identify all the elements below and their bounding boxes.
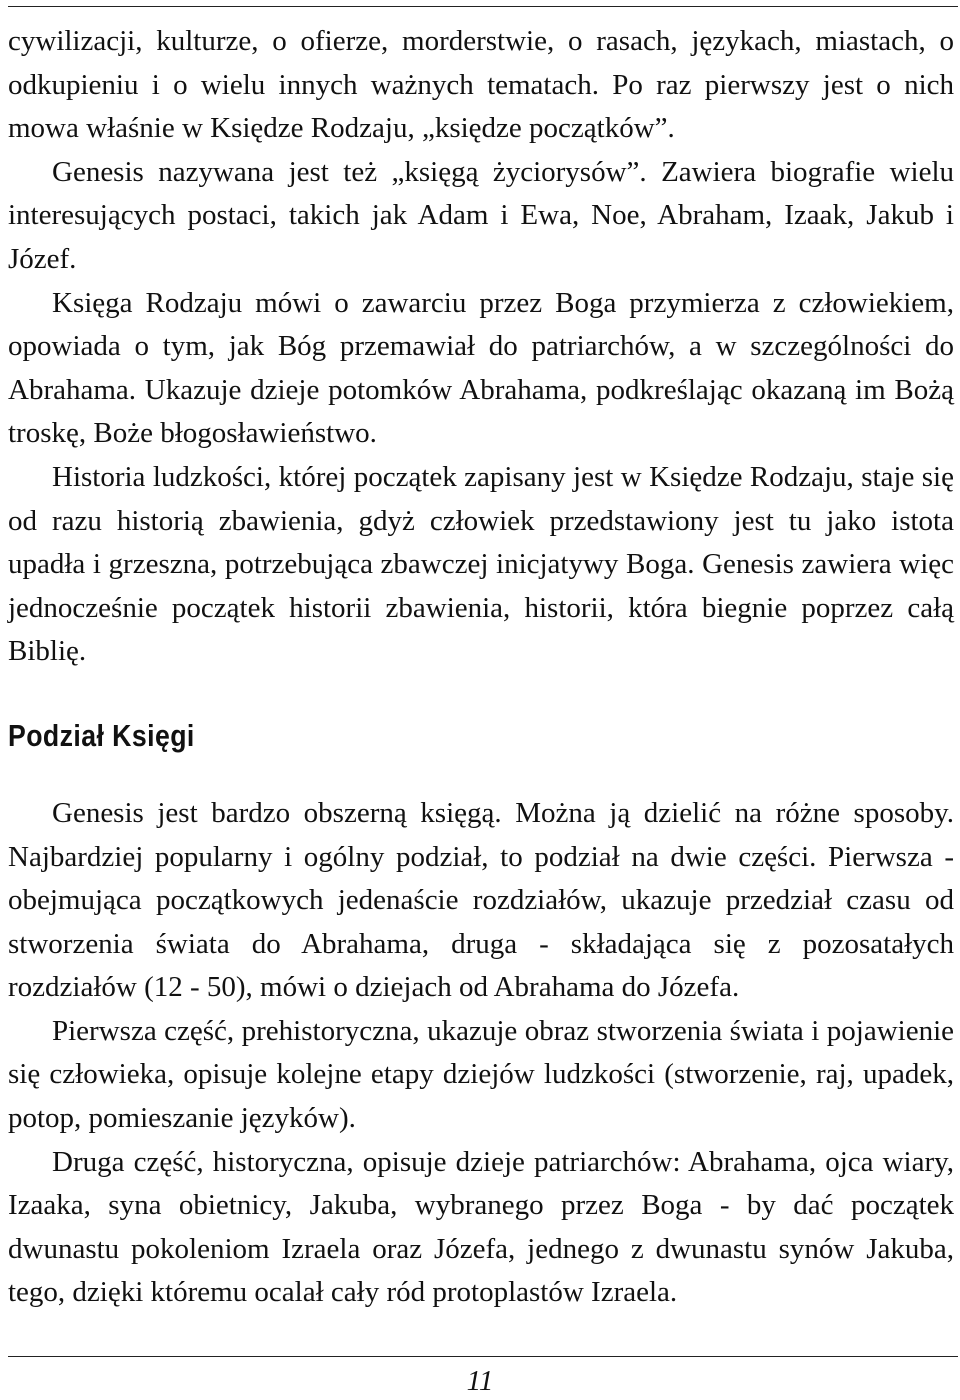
section-heading: Podział Księgi	[8, 717, 195, 753]
paragraph-second-part: Druga część, historyczna, opisuje dzieje patriarchów: Abrahama, ojca wiary, Izaaka, syna obietnicy, Jakuba, wybranego przez Boga - by dać początek dwunastu pokoleniom Izraela oraz Józefa, jednego z dwunastu synów Jakuba, tego, dzięki któremu ocalał cały ród protoplastów Izraela.	[8, 1145, 954, 1309]
top-rule	[8, 6, 958, 7]
paragraph-covenant: Księga Rodzaju mówi o zawarciu przez Boga przymierza z człowiekiem, opowiada o tym, jak Bóg przemawiał do patriarchów, a w szczególności do Abrahama. Ukazuje dzieje potomków Abrahama, podkreślając okazaną im Bożą troskę, Boże błogosławieństwo.	[8, 286, 954, 450]
bottom-rule	[8, 1356, 958, 1357]
page-content	[8, 20, 954, 1315]
paragraph-first-part: Pierwsza część, prehistoryczna, ukazuje obraz stworzenia świata i pojawienie się człowieka, opisuje kolejne etapy dziejów ludzkości (stworzenie, raj, upadek, potop, pomieszanie języków).	[8, 1014, 954, 1135]
paragraph-continuation: cywilizacji, kulturze, o ofierze, morderstwie, o rasach, językach, miastach, o odkupieniu i o wielu innych ważnych tematach. Po raz pierwszy jest o nich mowa właśnie w Księdze Rodzaju, „księdze początków”.	[8, 25, 954, 145]
paragraph-division: Genesis jest bardzo obszerną księgą. Można ją dzielić na różne sposoby. Najbardziej popularny i ogólny podział, to podział na dwie części. Pierwsza - obejmująca początkowych jedenaście rozdziałów, ukazuje przedział czasu od stworzenia świata do Abrahama, druga - składająca się z pozosatałych rozdziałów (12 - 50), mówi o dziejach od Abrahama do Józefa.	[8, 796, 954, 1004]
page-number: 11	[466, 1365, 494, 1397]
paragraph-genesis-biographies: Genesis nazywana jest też „księgą życiorysów”. Zawiera biografie wielu interesujących postaci, takich jak Adam i Ewa, Noe, Abraham, Izaak, Jakub i Józef.	[8, 155, 954, 275]
paragraph-history-of-salvation: Historia ludzkości, której początek zapisany jest w Księdze Rodzaju, staje się od razu historią zbawienia, gdyż człowiek przedstawiony jest tu jako istota upadła i grzeszna, potrzebująca zbawczej inicjatywy Boga. Genesis zawiera więc jednocześnie początek historii zbawienia, historii, która biegnie poprzez całą Biblię.	[8, 460, 954, 668]
